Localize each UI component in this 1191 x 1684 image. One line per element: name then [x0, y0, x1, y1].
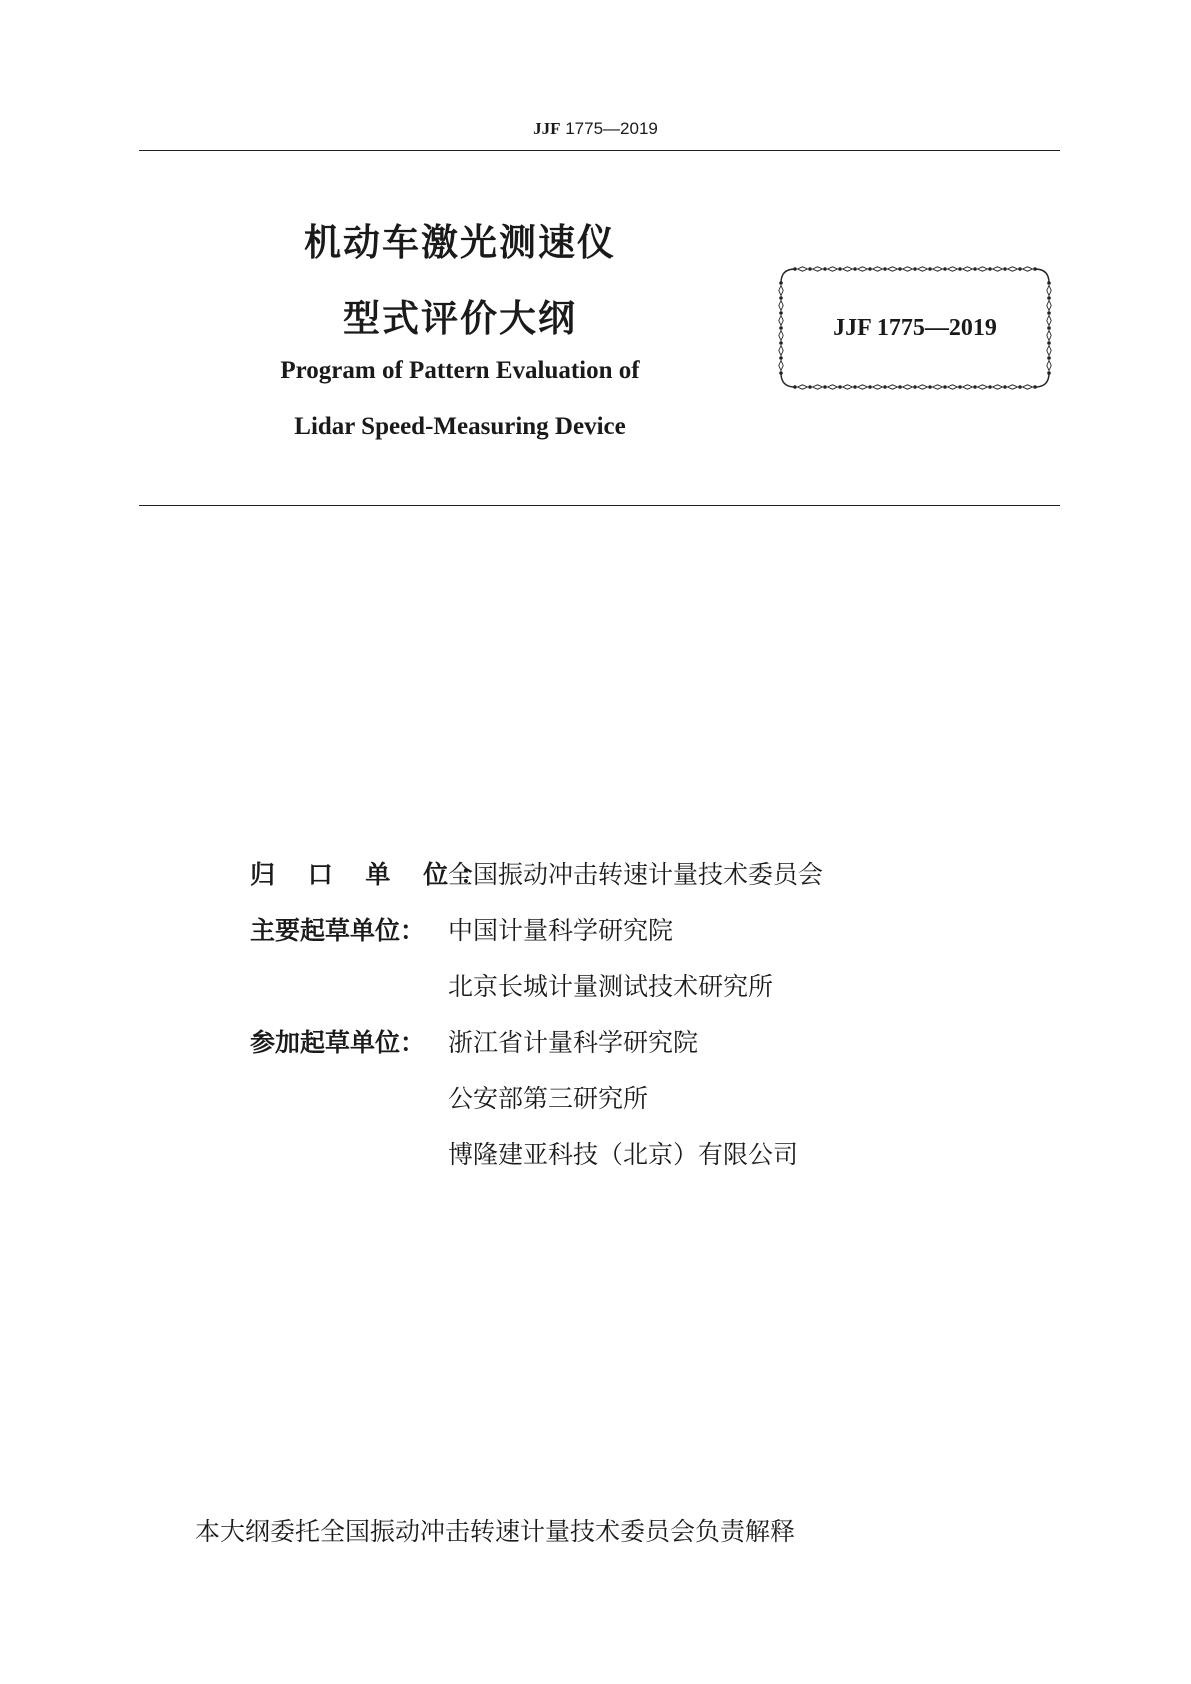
main-drafting-value-1: 中国计量科学研究院 [448, 916, 674, 945]
participating-value-2: 公安部第三研究所 [448, 1084, 649, 1113]
participating-value-3: 博隆建亚科技（北京）有限公司 [448, 1140, 799, 1169]
standard-code-box [777, 265, 1053, 391]
code-rest: 1775—2019 [560, 119, 658, 138]
top-rule [139, 150, 1060, 151]
main-drafting-value-2: 北京长城计量测试技术研究所 [448, 972, 774, 1001]
participating-value-1: 浙江省计量科学研究院 [448, 1028, 699, 1057]
standard-code-header [0, 119, 1191, 139]
title-zh-line2: 型式评价大纲 [343, 297, 577, 340]
title-en-line2: Lidar Speed-Measuring Device [294, 413, 626, 440]
title-en-line1: Program of Pattern Evaluation of [280, 357, 640, 384]
code-prefix: JJF [533, 119, 561, 138]
responsible-unit-label: 归 口 单 位： [250, 860, 498, 889]
standard-code-box-text: JJF 1775—2019 [833, 315, 997, 341]
interpretation-note: 本大纲委托全国振动冲击转速计量技术委员会负责解释 [195, 1517, 796, 1546]
participating-drafting-label: 参加起草单位： [250, 1028, 426, 1057]
title-zh-line1: 机动车激光测速仪 [304, 221, 616, 264]
middle-rule [139, 505, 1060, 506]
responsible-unit-value: 全国振动冲击转速计量技术委员会 [448, 860, 824, 889]
main-drafting-label: 主要起草单位： [250, 916, 426, 945]
